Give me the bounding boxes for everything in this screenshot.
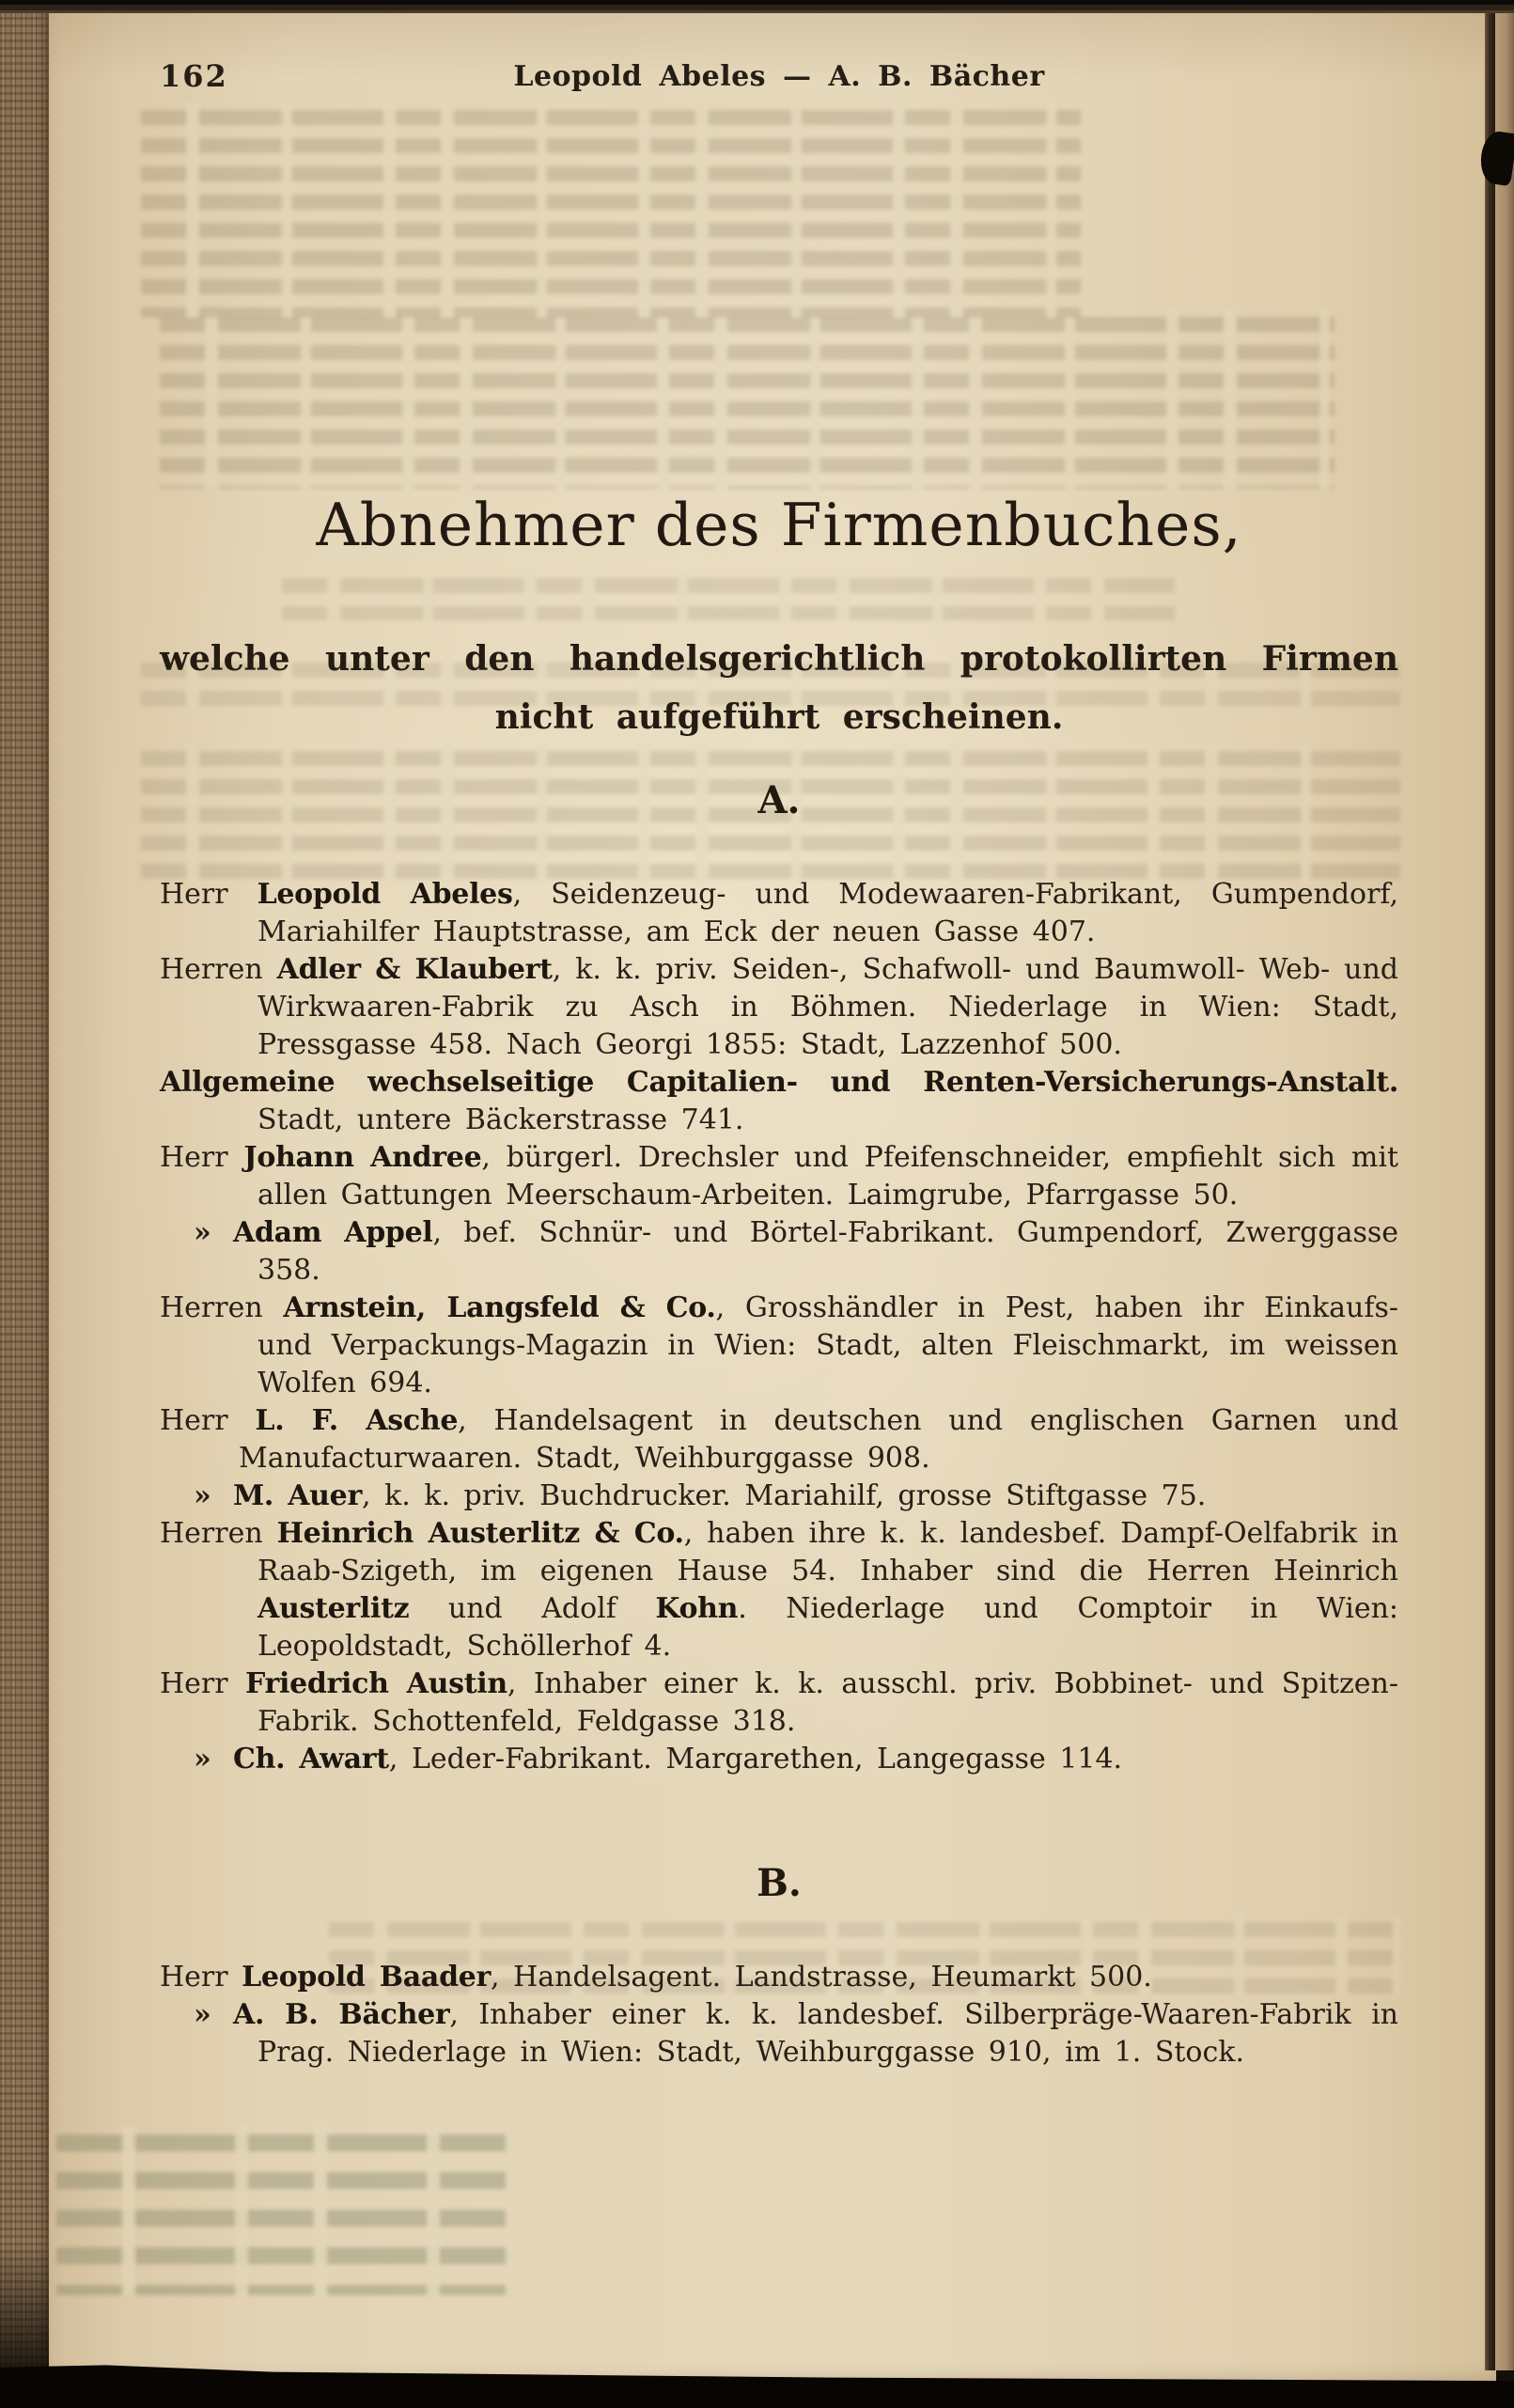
entry-text: Herren bbox=[160, 953, 277, 986]
entry-text: und Adolf bbox=[409, 1592, 656, 1625]
directory-entry bbox=[160, 876, 1398, 951]
firm-name: Heinrich Austerlitz & Co. bbox=[276, 1517, 684, 1550]
directory-entry bbox=[160, 1665, 1398, 1741]
entry-text: , Handelsagent. Landstrasse, Heumarkt 500. bbox=[491, 1961, 1152, 1994]
entry-text: Stadt, untere Bäckerstrasse 741. bbox=[258, 1103, 744, 1136]
entry-text: Herr bbox=[160, 1961, 242, 1994]
directory-entry bbox=[160, 1478, 1398, 1515]
page-header bbox=[160, 58, 1398, 100]
entry-text: Herr bbox=[160, 878, 258, 911]
section-heading: A. bbox=[757, 778, 801, 822]
entry-text: , bef. Schnür- und Börtel-Fabrikant. Gumpendorf, Zwerggasse 358. bbox=[258, 1216, 1399, 1287]
directory-entry bbox=[160, 1290, 1398, 1402]
directory-entry bbox=[160, 1139, 1398, 1214]
entry-text: Herr bbox=[160, 1667, 246, 1700]
directory-sections bbox=[160, 778, 1398, 2072]
entry-text: Herr bbox=[160, 1141, 244, 1174]
firm-name: M. Auer bbox=[233, 1479, 362, 1512]
page-content bbox=[47, 9, 1496, 2387]
page-number: 162 bbox=[160, 58, 228, 94]
entry-text: . Niederlage und Comptoir in Wien: Leopoldstadt, Schöllerhof 4. bbox=[258, 1592, 1398, 1663]
firm-name: L. F. Asche bbox=[255, 1404, 459, 1437]
entry-text: Herren bbox=[160, 1291, 284, 1324]
directory-entry bbox=[160, 1959, 1398, 1996]
entry-text: , Inhaber einer k. k. landesbef. Silberpräge-Waaren-Fabrik in Prag. Niederlage in Wien: Stadt, Weihburggasse 910, im 1. Stock. bbox=[258, 1998, 1398, 2069]
firm-name: Adler & Klaubert bbox=[276, 953, 553, 986]
stacked-page-edges bbox=[0, 9, 49, 2374]
entry-prefix-mark: » bbox=[194, 1479, 211, 1512]
firm-name: Leopold Abeles bbox=[257, 878, 513, 911]
subtitle-line-2: nicht aufgeführt erscheinen. bbox=[494, 697, 1064, 737]
entry-text: , Seidenzeug- und Modewaaren-Fabrikant, Gumpendorf, Mariahilfer Hauptstrasse, am Eck der neuen Gasse 407. bbox=[258, 878, 1399, 948]
entry-prefix-mark: » bbox=[194, 1743, 211, 1775]
firm-name: Friedrich Austin bbox=[245, 1667, 507, 1700]
page-title: Abnehmer des Firmenbuches, bbox=[316, 491, 1242, 559]
firm-name: A. B. Bächer bbox=[233, 1998, 450, 2031]
entry-text: Herr bbox=[160, 1404, 256, 1437]
photo-top-edge bbox=[0, 0, 1514, 13]
entry-text: Herren bbox=[160, 1517, 277, 1550]
page-right-edge-line bbox=[1485, 13, 1495, 2370]
entry-text: , Handelsagent in deutschen und englischen Garnen und Manufacturwaaren. Stadt, Weihburggasse 908. bbox=[239, 1404, 1398, 1475]
running-header: Leopold Abeles — A. B. Bächer bbox=[513, 60, 1045, 93]
entry-prefix-mark: » bbox=[194, 1998, 211, 2031]
directory-entry bbox=[160, 1741, 1398, 1778]
directory-entry bbox=[160, 1214, 1398, 1290]
directory-entry bbox=[160, 1515, 1398, 1665]
entry-text: , haben ihre k. k. landesbef. Dampf-Oelfabrik in Raab-Szigeth, im eigenen Hause 54. Inhaber sind die Herren Heinrich bbox=[258, 1517, 1399, 1587]
firm-name: Austerlitz bbox=[258, 1592, 410, 1625]
adjacent-page-sliver bbox=[1495, 13, 1514, 2370]
firm-name: Kohn bbox=[655, 1592, 739, 1625]
firm-name: Allgemeine wechselseitige Capitalien- und Renten-Versicherungs-Anstalt. bbox=[160, 1066, 1398, 1099]
entry-text: , Inhaber einer k. k. ausschl. priv. Bobbinet- und Spitzen-Fabrik. Schottenfeld, Feldgasse 318. bbox=[258, 1667, 1398, 1738]
page-subtitle bbox=[160, 630, 1398, 746]
section-heading: B. bbox=[757, 1861, 802, 1905]
entry-text: , k. k. priv. Buchdrucker. Mariahilf, grosse Stiftgasse 75. bbox=[361, 1479, 1207, 1512]
directory-entry bbox=[160, 1996, 1398, 2072]
directory-entry bbox=[160, 1402, 1398, 1478]
entry-text: , Grosshändler in Pest, haben ihr Einkaufs- und Verpackungs-Magazin in Wien: Stadt, alten Fleischmarkt, im weissen Wolfen 694. bbox=[258, 1291, 1398, 1399]
directory-entry bbox=[160, 951, 1398, 1064]
firm-name: Adam Appel bbox=[233, 1216, 433, 1249]
entry-prefix-mark: » bbox=[194, 1216, 211, 1249]
firm-name: Leopold Baader bbox=[242, 1961, 492, 1994]
entry-text: , bürgerl. Drechsler und Pfeifenschneider, empfiehlt sich mit allen Gattungen Meerschaum-Arbeiten. Laimgrube, Pfarrgasse 50. bbox=[258, 1141, 1399, 1212]
entry-text: , k. k. priv. Seiden-, Schafwoll- und Baumwoll- Web- und Wirkwaaren-Fabrik zu Asch in Böhmen. Niederlage in Wien: Stadt, Pressgasse 458. Nach Georgi 1855: Stadt, Lazzenhof 500. bbox=[258, 953, 1398, 1061]
entry-text: , Leder-Fabrikant. Margarethen, Langegasse 114. bbox=[388, 1743, 1123, 1775]
directory-entry bbox=[160, 1064, 1398, 1139]
book-page bbox=[47, 9, 1496, 2387]
firm-name: Johann Andree bbox=[243, 1141, 482, 1174]
subtitle-line-1: welche unter den handelsgerichtlich protokollirten Firmen bbox=[160, 639, 1398, 679]
firm-name: Ch. Awart bbox=[233, 1743, 389, 1775]
firm-name: Arnstein, Langsfeld & Co. bbox=[283, 1291, 716, 1324]
